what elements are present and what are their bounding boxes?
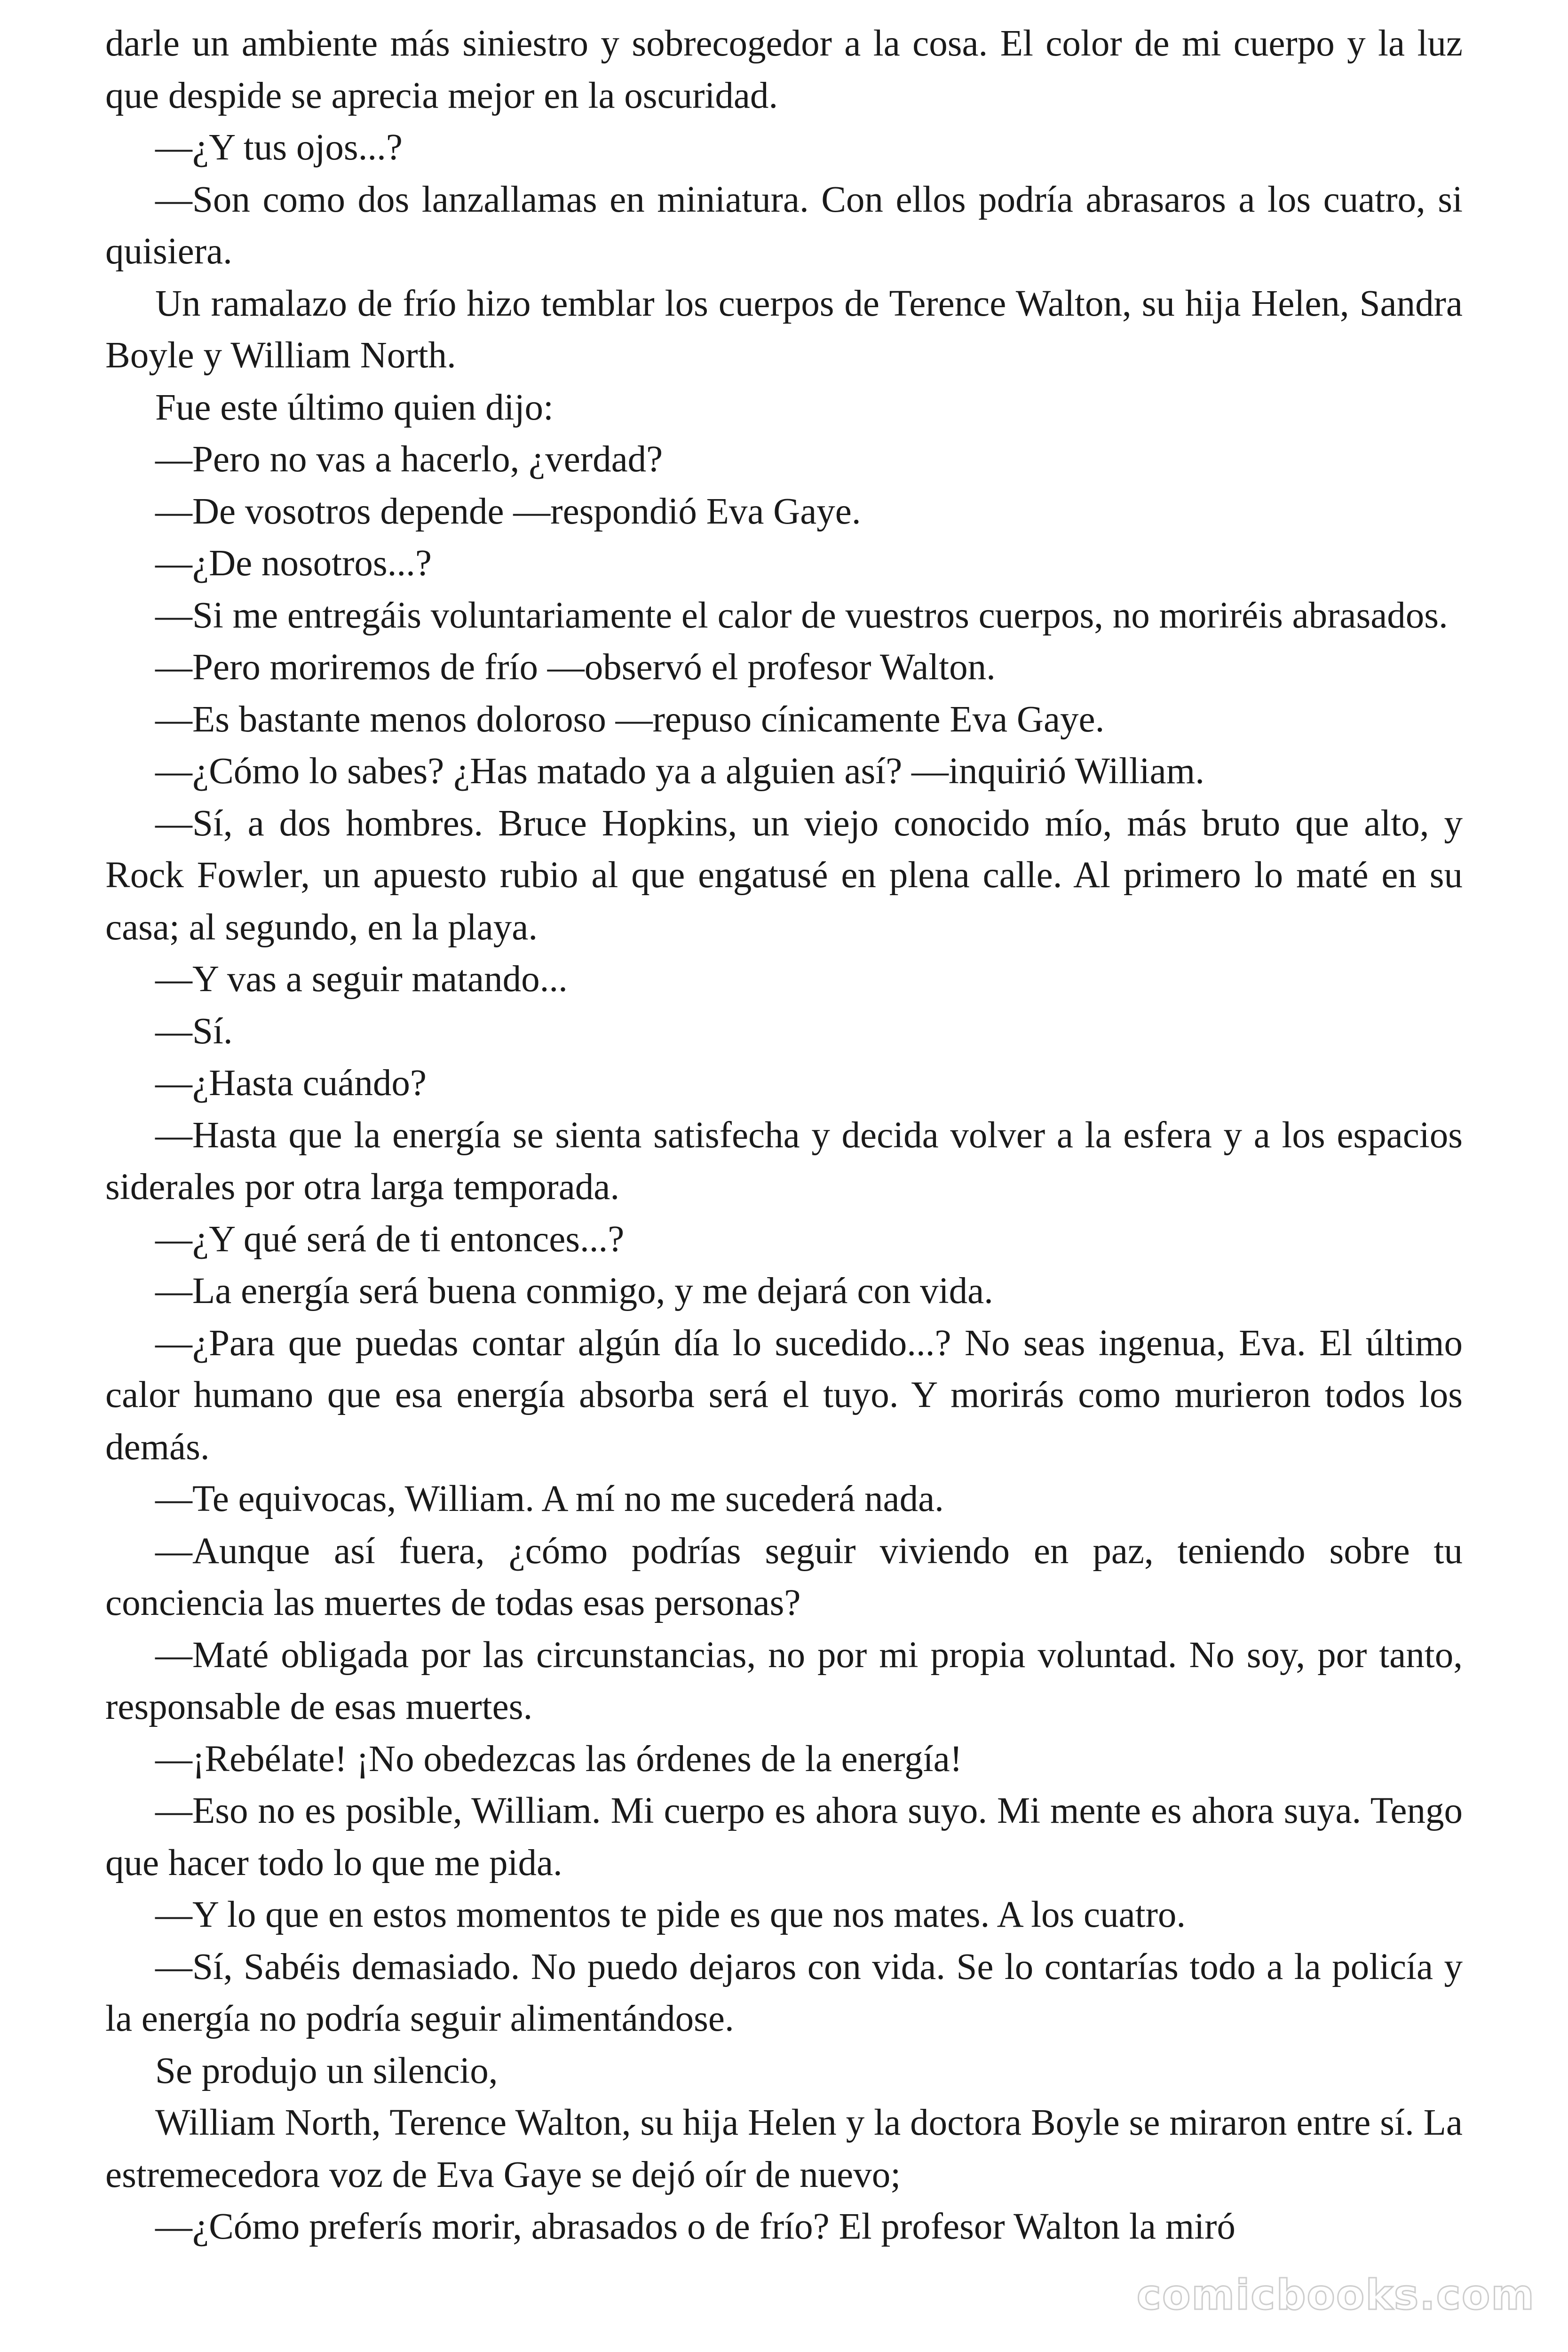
paragraph: —Aunque así fuera, ¿cómo podrías seguir viviendo en paz, teniendo sobre tu conciencia las muertes de todas esas personas? xyxy=(105,1530,1463,1623)
paragraph: —Sí. xyxy=(155,1010,233,1052)
paragraph: —¿Cómo lo sabes? ¿Has matado ya a alguien así? —inquirió William. xyxy=(155,751,1204,792)
paragraph: —Son como dos lanzallamas en miniatura. Con ellos podría abrasaros a los cuatro, si quisiera. xyxy=(105,179,1463,272)
paragraph: —Pero no vas a hacerlo, ¿verdad? xyxy=(155,439,663,480)
paragraph: —De vosotros depende —respondió Eva Gaye. xyxy=(155,491,861,532)
paragraph: —Es bastante menos doloroso —repuso cínicamente Eva Gaye. xyxy=(155,699,1105,740)
paragraph: —¿Hasta cuándo? xyxy=(155,1063,427,1104)
paragraph: Un ramalazo de frío hizo temblar los cuerpos de Terence Walton, su hija Helen, Sandra Boyle y William North. xyxy=(105,283,1463,376)
paragraph: —Pero moriremos de frío —observó el profesor Walton. xyxy=(155,647,996,688)
paragraph: —¿De nosotros...? xyxy=(155,543,432,584)
paragraph: —Y vas a seguir matando... xyxy=(155,959,568,1000)
paragraph: William North, Terence Walton, su hija Helen y la doctora Boyle se miraron entre sí. La estremecedora voz de Eva Gaye se dejó oír de nuevo; xyxy=(105,2102,1463,2195)
paragraph: —Y lo que en estos momentos te pide es que nos mates. A los cuatro. xyxy=(155,1894,1186,1935)
page-body-text xyxy=(105,18,1463,2253)
paragraph: Fue este último quien dijo: xyxy=(155,387,554,428)
paragraph: —Sí, a dos hombres. Bruce Hopkins, un viejo conocido mío, más bruto que alto, y Rock Fowler, un apuesto rubio al que engatusé en plena calle. Al primero lo maté en su casa; al segundo, en la playa. xyxy=(105,803,1463,948)
paragraph: —¿Y qué será de ti entonces...? xyxy=(155,1218,625,1260)
paragraph: —¿Y tus ojos...? xyxy=(155,127,403,168)
paragraph: Se produjo un silencio, xyxy=(155,2050,498,2091)
paragraph: —¿Para que puedas contar algún día lo sucedido...? No seas ingenua, Eva. El último calor humano que esa energía absorba será el tuyo. Y morirás como murieron todos los demás. xyxy=(105,1322,1463,1468)
paragraph: —Hasta que la energía se sienta satisfecha y decida volver a la esfera y a los espacios siderales por otra larga temporada. xyxy=(105,1114,1463,1208)
watermark: comicbooks.com xyxy=(1136,2271,1535,2319)
paragraph: —Si me entregáis voluntariamente el calor de vuestros cuerpos, no moriréis abrasados. xyxy=(155,595,1448,636)
paragraph: —La energía será buena conmigo, y me dejará con vida. xyxy=(155,1271,993,1311)
paragraph: —Te equivocas, William. A mí no me sucederá nada. xyxy=(155,1478,944,1519)
paragraph: —Maté obligada por las circunstancias, no por mi propia voluntad. No soy, por tanto, responsable de esas muertes. xyxy=(105,1634,1463,1727)
paragraph: —Eso no es posible, William. Mi cuerpo es ahora suyo. Mi mente es ahora suya. Tengo que hacer todo lo que me pida. xyxy=(105,1790,1463,1883)
paragraph: —¿Cómo preferís morir, abrasados o de frío? El profesor Walton la miró xyxy=(155,2206,1235,2247)
paragraph: —Sí, Sabéis demasiado. No puedo dejaros con vida. Se lo contarías todo a la policía y la energía no podría seguir alimentándose. xyxy=(105,1946,1463,2039)
paragraph: darle un ambiente más siniestro y sobrecogedor a la cosa. El color de mi cuerpo y la luz que despide se aprecia mejor en la oscuridad. xyxy=(105,23,1463,116)
paragraph: —¡Rebélate! ¡No obedezcas las órdenes de la energía! xyxy=(155,1738,962,1780)
